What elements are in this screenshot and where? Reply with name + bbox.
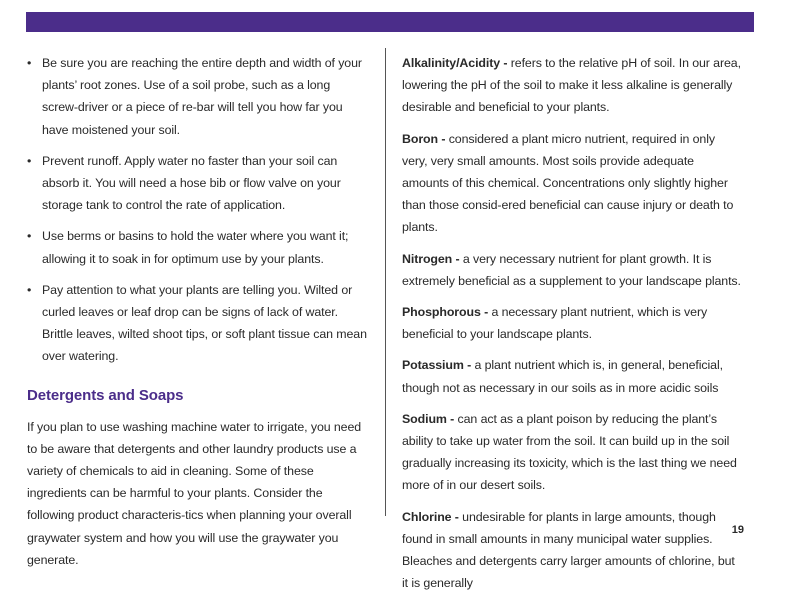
header-color-bar [26,12,754,32]
definition-term: Alkalinity/Acidity - [402,56,508,70]
bullet-icon: • [27,229,32,244]
definition-text: a very necessary nutrient for plant growth. It is extremely beneficial as a supplement to your landscape plants. [402,251,741,288]
definition-text: considered a plant micro nutrient, required in only very, very small amounts. Most soils provide adequate amounts of this chemical. Concentrations only slightly higher than those consid-ered beneficial can cause injury or death to plants. [402,131,734,235]
definition-term: Sodium - [402,411,455,426]
bullet-text: Pay attention to what your plants are telling you. Wilted or curled leaves or leaf drop can be signs of lack of water. Brittle leaves, wilted shoot tips, or soft plant tissue can mean over watering. [42,282,367,364]
bullet-icon: • [27,282,32,297]
bullet-text: Prevent runoff. Apply water no faster than your soil can absorb it. You will need a hose bib or flow valve on your storage tank to control the rate of application. [42,153,341,213]
definition-text: a plant nutrient which is, in general, beneficial, though not as necessary in our soils as in more acidic soils [402,358,723,395]
right-column [402,52,742,603]
section-heading: Detergents and Soaps [27,386,184,404]
column-divider [385,48,386,516]
definition-term: Chlorine - [402,509,459,524]
definition-text: refers to the relative pH of soil. In our area, lowering the pH of the soil to make it less alkaline is generally desirable and beneficial to your plants. [402,56,741,115]
definition-term: Nitrogen - [402,251,460,266]
bullet-icon: • [27,153,32,168]
left-column [27,52,367,571]
bullet-icon: • [27,56,32,70]
definition-text: undesirable for plants in large amounts, though found in small amounts in many municipal water supplies. Bleaches and detergents carry larger amounts of chlorine, but it is generally [402,509,735,591]
page-number: 19 [731,524,744,536]
list-item [27,150,367,217]
definition-term: Boron - [402,131,446,146]
bullet-text: Use berms or basins to hold the water where you want it; allowing it to soak in for optimum use by your plants. [42,229,349,266]
definition-phosphorous [402,301,742,345]
definition-text: can act as a plant poison by reducing the plant’s ability to take up water from the soil. It can build up in the soil gradually increasing its toxicity, which is the last thing we need more of in our desert soils. [402,411,737,493]
watering-tips-list [27,52,367,368]
list-item [27,52,367,141]
definition-term: Phosphorous - [402,305,489,320]
definition-term: Potassium - [402,358,472,373]
list-item [27,225,367,269]
definition-sodium [402,408,742,497]
definition-alkalinity [402,52,742,119]
definition-potassium [402,354,742,398]
definition-chlorine [402,506,742,595]
section-paragraph: If you plan to use washing machine water to irrigate, you need to be aware that detergents and other laundry products use a variety of chemicals to aid in cleaning. Some of these ingredients can be harmful to your plants. Consider the following product characteris-tics when planning your overall graywater system and how you will use the graywater you generate. [27,419,362,567]
bullet-text: Be sure you are reaching the entire depth and width of your plants’ root zones. Use of a soil probe, such as a long screw-driver or a piece of re-bar will tell you how far you have moistened your soil. [42,56,362,137]
definition-boron [402,128,742,239]
definition-text: a necessary plant nutrient, which is very beneficial to your landscape plants. [402,305,708,342]
list-item [27,279,367,368]
definition-nitrogen [402,248,742,292]
